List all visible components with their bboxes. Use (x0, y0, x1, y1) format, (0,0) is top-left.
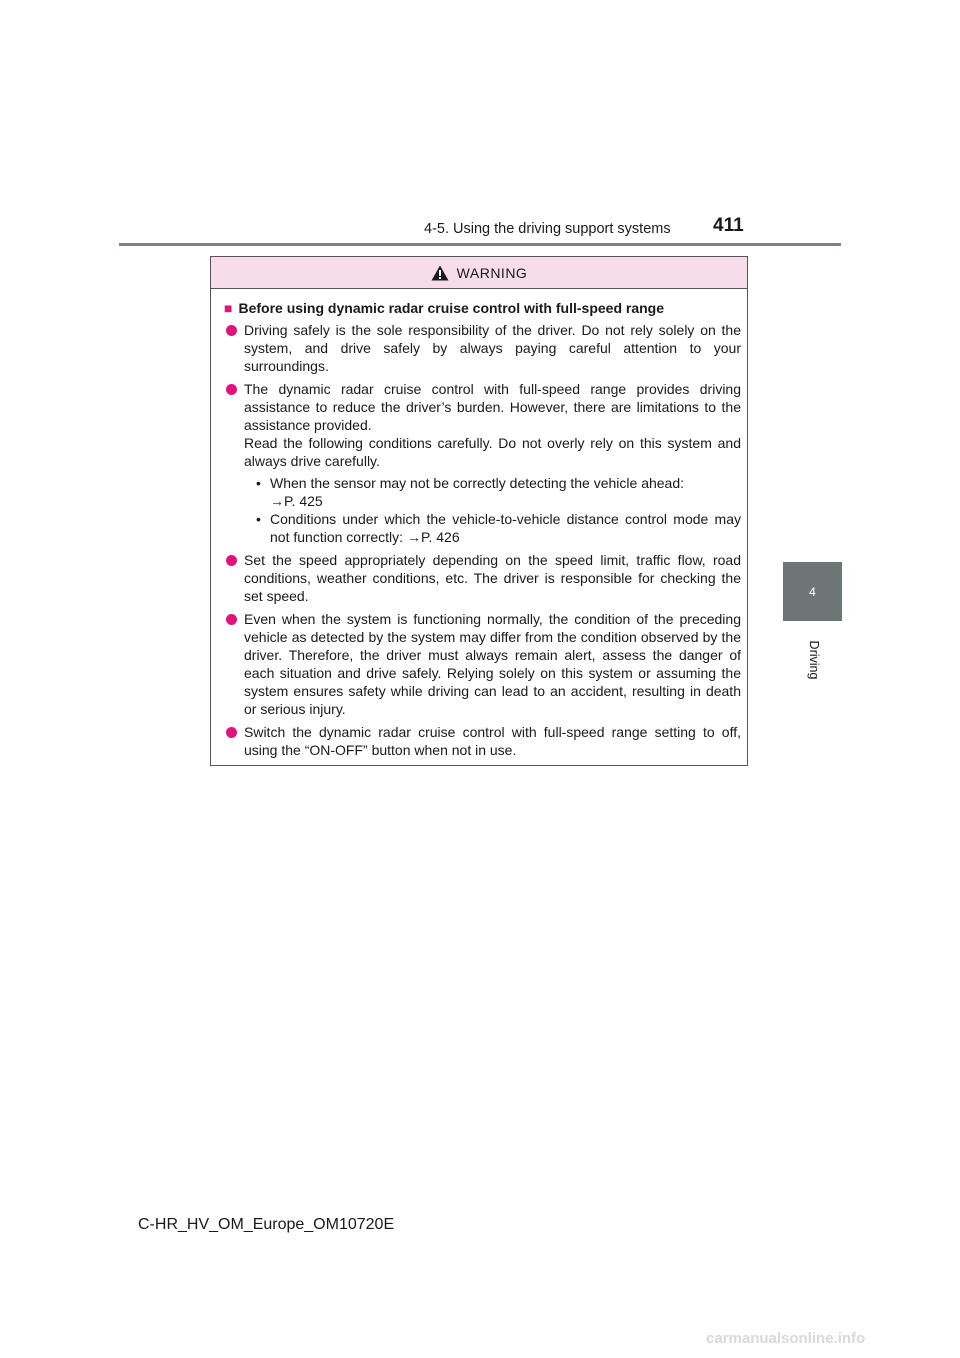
warning-item-text: Even when the system is functioning normally, the condition of the preceding vehicle as detected by the system may differ from the condition observed by the driver. Therefore, the driver must always remain alert, assess the danger of each situation and drive safely. Relying solely on this system or assuming the system ensures safety while driving can lead to an accident, resulting in death or serious injury. (244, 611, 741, 717)
square-bullet-icon: ■ (224, 300, 233, 316)
header-divider (119, 243, 841, 246)
condition-item (256, 474, 741, 510)
condition-list (244, 474, 741, 546)
page-number: 411 (713, 215, 744, 236)
document-code: C-HR_HV_OM_Europe_OM10720E (138, 1216, 395, 1233)
warning-item (226, 321, 741, 375)
small-bullet-icon: • (256, 475, 261, 491)
chapter-label: Driving (807, 640, 821, 680)
warning-item (226, 610, 741, 718)
small-bullet-icon: • (256, 511, 261, 527)
watermark: carmanualsonline.info (706, 1330, 866, 1347)
warning-item-text: Switch the dynamic radar cruise control with full-speed range setting to off, using the “ON-OFF” button when not in use. (244, 724, 741, 758)
circle-bullet-icon (226, 325, 237, 336)
warning-section-heading (224, 299, 741, 317)
warning-item-text: Set the speed appropriately depending on the speed limit, traffic flow, road conditions, weather conditions, etc. The driver is responsible for checking the set speed. (244, 552, 741, 604)
condition-item (256, 510, 741, 546)
warning-item (226, 551, 741, 605)
warning-heading-text: Before using dynamic radar cruise control with full-speed range (238, 300, 665, 316)
warning-title: WARNING (456, 264, 528, 281)
warning-item-text: The dynamic radar cruise control with full-speed range provides driving assistance to reduce the driver’s burden. However, there are limitations to the assistance provided. (244, 381, 741, 433)
warning-item (226, 723, 741, 759)
warning-item-text-continued: Read the following conditions carefully. Do not overly rely on this system and always drive carefully. (244, 435, 741, 469)
circle-bullet-icon (226, 727, 237, 738)
condition-text: Conditions under which the vehicle-to-vehicle distance control mode may not function correctly: (270, 511, 741, 545)
chapter-tab[interactable] (783, 562, 842, 621)
circle-bullet-icon (226, 555, 237, 566)
page-reference-link[interactable]: →P. 426 (406, 529, 460, 545)
section-title: 4-5. Using the driving support systems (424, 221, 671, 237)
warning-box (210, 256, 748, 766)
warning-triangle-icon (431, 265, 449, 281)
page-reference-link[interactable]: →P. 425 (270, 493, 323, 509)
chapter-number: 4 (809, 584, 816, 599)
circle-bullet-icon (226, 614, 237, 625)
warning-body (211, 289, 747, 759)
condition-text: When the sensor may not be correctly detecting the vehicle ahead: (270, 475, 685, 491)
warning-item-text: Driving safely is the sole responsibility of the driver. Do not rely solely on the system, and drive safely by always paying careful attention to your surroundings. (244, 322, 741, 374)
warning-header (211, 257, 747, 289)
circle-bullet-icon (226, 384, 237, 395)
warning-item (226, 380, 741, 546)
